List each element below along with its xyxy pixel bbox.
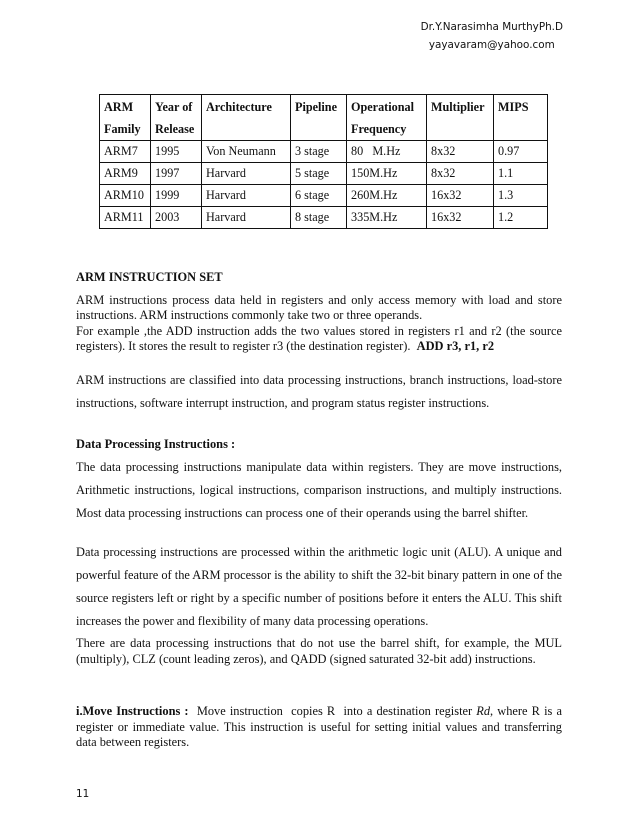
table-header-cell: Operational Frequency <box>347 95 427 141</box>
table-row <box>100 185 548 207</box>
paragraph: For example ,the ADD instruction adds the two values stored in registers r1 and r2 (the source registers). It stores the result to register r3 (the destination register). ADD r3, r1, r2 <box>76 323 562 353</box>
table-cell: ARM9 <box>100 163 151 185</box>
paragraph-classification <box>76 369 562 415</box>
paragraph-no-barrel-shift <box>76 636 562 667</box>
table-cell: 1995 <box>151 141 202 163</box>
table-cell: Harvard <box>202 185 291 207</box>
table-cell: 6 stage <box>291 185 347 207</box>
table-cell: 16x32 <box>427 207 494 229</box>
subsection-heading: i.Move Instructions : <box>76 704 189 718</box>
arm-family-table <box>99 94 548 229</box>
table-cell: ARM11 <box>100 207 151 229</box>
table-header-cell: MIPS <box>494 95 548 141</box>
section-heading: ARM INSTRUCTION SET <box>76 270 223 284</box>
table-cell: Harvard <box>202 207 291 229</box>
code-example: ADD r3, r1, r2 <box>416 339 495 353</box>
table-cell: 16x32 <box>427 185 494 207</box>
table-cell: 0.97 <box>494 141 548 163</box>
table-cell: 150M.Hz <box>347 163 427 185</box>
table-row <box>100 207 548 229</box>
table-header-cell: Multiplier <box>427 95 494 141</box>
table-cell: 335M.Hz <box>347 207 427 229</box>
table-cell: 1999 <box>151 185 202 207</box>
section-data-processing <box>76 433 562 525</box>
table-cell: 1997 <box>151 163 202 185</box>
table-row <box>100 163 548 185</box>
table-cell: 3 stage <box>291 141 347 163</box>
table-cell: 8 stage <box>291 207 347 229</box>
paragraph: ARM instructions process data held in registers and only access memory with load and store instructions. ARM instructions commonly take two or three operands. <box>76 292 562 322</box>
author-name: Dr.Y.Narasimha MurthyPh.D <box>420 21 563 33</box>
paragraph-alu <box>76 541 562 633</box>
table-header-cell: ARM Family <box>100 95 151 141</box>
page-number: 11 <box>76 788 90 800</box>
table-cell: 80 M.Hz <box>347 141 427 163</box>
table-cell: 5 stage <box>291 163 347 185</box>
table-cell: ARM10 <box>100 185 151 207</box>
table-cell: Von Neumann <box>202 141 291 163</box>
paragraph: The data processing instructions manipulate data within registers. They are move instructions, Arithmetic instructions, logical instructions, comparison instructions, and multiply instructions. Most data processing instructions can process one of their operands using the barrel shifter. <box>76 460 562 520</box>
paragraph: There are data processing instructions that do not use the barrel shift, for example, the MUL (multiply), CLZ (count leading zeros), and QADD (signed saturated 32-bit add) instructions. <box>76 636 562 666</box>
table-cell: 1.1 <box>494 163 548 185</box>
table-header-cell: Architecture <box>202 95 291 141</box>
table-cell: 1.2 <box>494 207 548 229</box>
table-cell: ARM7 <box>100 141 151 163</box>
table-header-row <box>100 95 548 141</box>
table-cell: Harvard <box>202 163 291 185</box>
section-move-instructions <box>76 704 562 751</box>
paragraph: Data processing instructions are processed within the arithmetic logic unit (ALU). A unique and powerful feature of the ARM processor is the ability to shift the 32-bit binary pattern in one of the source registers left or right by a specific number of positions before it enters the ALU. This shift increases the power and flexibility of many data processing operations. <box>76 545 562 628</box>
author-email: yayavaram@yahoo.com <box>428 39 555 51</box>
table-cell: 1.3 <box>494 185 548 207</box>
table-cell: 8x32 <box>427 163 494 185</box>
section-instruction-set <box>76 270 562 355</box>
page-header <box>421 18 563 54</box>
table-cell: 2003 <box>151 207 202 229</box>
paragraph: i.Move Instructions : Move instruction copies R into a destination register Rd, where R is a register or immediate value. This instruction is useful for setting initial values and transferring data between registers. <box>76 704 562 749</box>
table-header-cell: Pipeline <box>291 95 347 141</box>
table-cell: 260M.Hz <box>347 185 427 207</box>
paragraph: ARM instructions are classified into data processing instructions, branch instructions, load-store instructions, software interrupt instruction, and program status register instructions. <box>76 373 562 410</box>
section-heading: Data Processing Instructions : <box>76 437 236 451</box>
table-cell: 8x32 <box>427 141 494 163</box>
table-row <box>100 141 548 163</box>
table-header-cell: Year of Release <box>151 95 202 141</box>
